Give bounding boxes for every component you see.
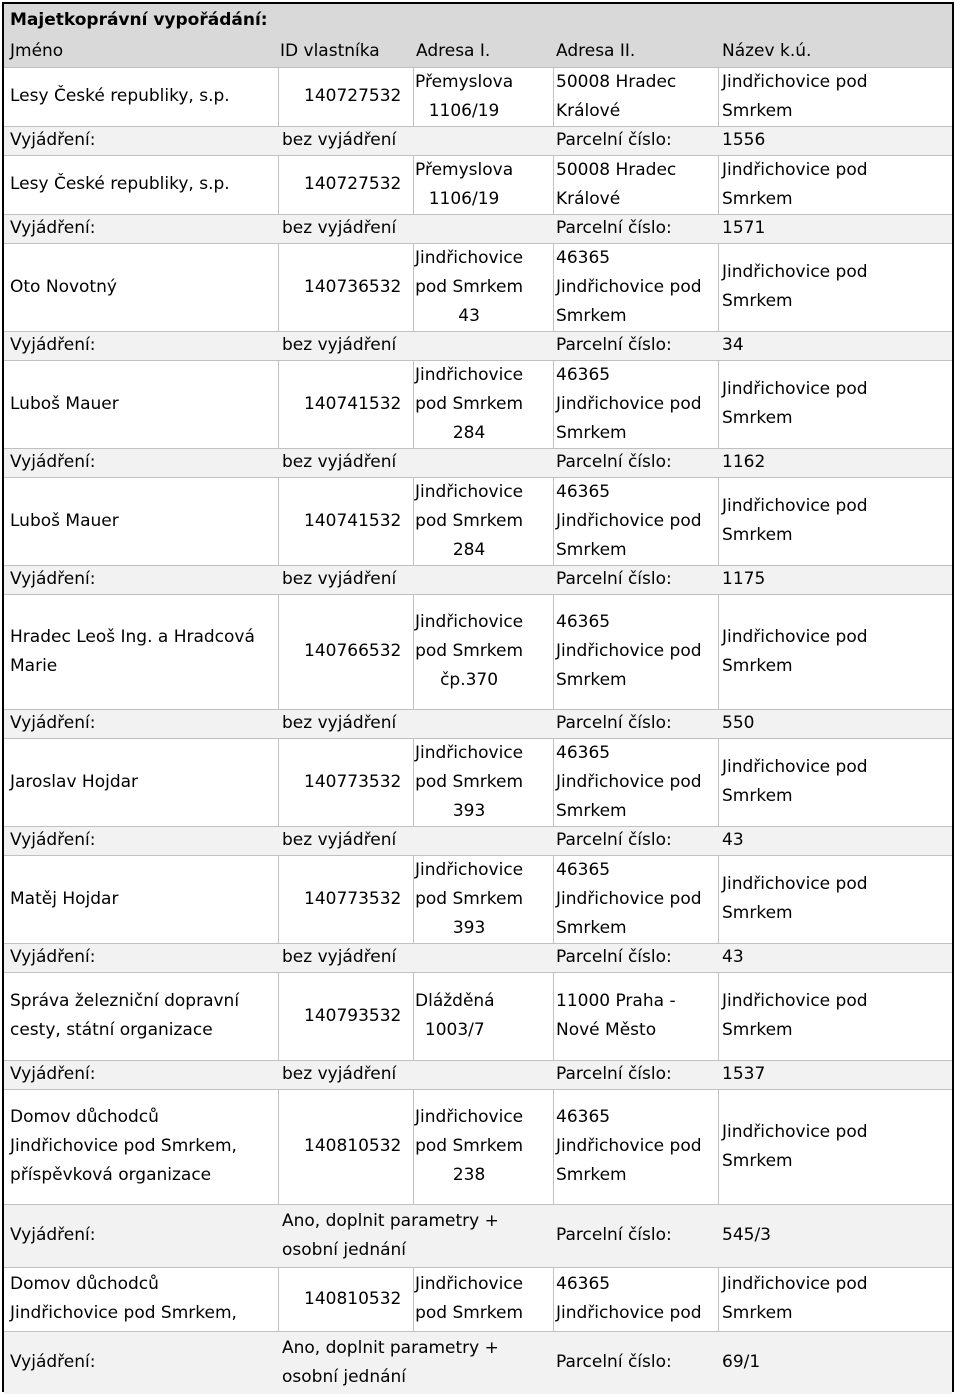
- address-2-line: Nové Město: [556, 1020, 657, 1040]
- owner-name-line: Luboš Mauer: [10, 394, 119, 414]
- header-address-2: Adresa II.: [556, 41, 636, 61]
- parcel-label: Parcelní číslo:: [556, 335, 672, 355]
- cadastral-area-line: Smrkem: [722, 291, 793, 311]
- header-owner-id: ID vlastníka: [280, 41, 380, 61]
- header-row: [4, 35, 952, 67]
- column-divider: [718, 738, 719, 826]
- row-divider: [4, 565, 952, 566]
- address-1-line: pod Smrkem: [415, 889, 524, 909]
- address-2: [556, 68, 676, 126]
- owner-id: 140741532: [304, 511, 402, 531]
- owner-id: 140741532: [304, 394, 402, 414]
- address-1: [415, 68, 513, 126]
- statement-value: [282, 826, 396, 855]
- owner-id: 140727532: [304, 86, 402, 106]
- column-divider: [553, 360, 554, 448]
- owner-name: [10, 1270, 237, 1328]
- cadastral-area: [722, 987, 868, 1045]
- address-2-line: Jindřichovice pod: [556, 277, 702, 297]
- row-divider: [4, 709, 952, 710]
- column-divider: [553, 1267, 554, 1331]
- column-divider: [718, 972, 719, 1060]
- statement-value: [282, 331, 396, 360]
- owner-name: [10, 273, 117, 302]
- column-divider: [413, 855, 414, 943]
- statement-label: Vyjádření:: [10, 1352, 96, 1372]
- owner-id: 140736532: [304, 277, 402, 297]
- column-divider: [278, 972, 279, 1060]
- address-1: [415, 156, 513, 214]
- owner-name: [10, 987, 239, 1045]
- statement-value-line: bez vyjádření: [282, 569, 397, 589]
- column-divider: [718, 155, 719, 214]
- address-1-line: 1106/19: [428, 189, 500, 209]
- row-divider: [4, 448, 952, 449]
- row-divider: [4, 594, 952, 595]
- address-2-line: Smrkem: [556, 918, 627, 938]
- column-divider: [413, 1267, 414, 1331]
- address-1: [415, 478, 523, 565]
- row-divider: [4, 331, 952, 332]
- cadastral-area-line: Jindřichovice pod: [722, 627, 868, 647]
- owner-name: [10, 768, 138, 797]
- statement-value: [282, 214, 396, 243]
- owner-id: 140727532: [304, 174, 402, 194]
- cadastral-area-line: Jindřichovice pod: [722, 379, 868, 399]
- address-2-line: Jindřichovice pod: [556, 1136, 702, 1156]
- address-2-line: Jindřichovice pod: [556, 511, 702, 531]
- address-2-line: 46365: [556, 482, 611, 502]
- owner-name-line: příspěvková organizace: [10, 1165, 212, 1185]
- cadastral-area-line: Smrkem: [722, 101, 793, 121]
- address-1-line: Jindřichovice: [415, 248, 524, 268]
- header-address-1: Adresa I.: [416, 41, 491, 61]
- parcel-number: 43: [722, 830, 744, 850]
- address-2-line: 46365: [556, 612, 611, 632]
- address-2-line: Jindřichovice pod: [556, 641, 702, 661]
- cadastral-area-line: Jindřichovice pod: [722, 262, 868, 282]
- address-1-line: pod Smrkem: [415, 641, 524, 661]
- row-divider: [4, 1060, 952, 1061]
- statement-label: Vyjádření:: [10, 830, 96, 850]
- cadastral-area: [722, 753, 868, 811]
- address-2-line: Jindřichovice pod: [556, 1303, 702, 1323]
- address-2-line: 46365: [556, 1107, 611, 1127]
- row-divider: [4, 972, 952, 973]
- column-divider: [553, 972, 554, 1060]
- owner-name-line: Oto Novotný: [10, 277, 117, 297]
- owner-name-line: cesty, státní organizace: [10, 1020, 213, 1040]
- address-1-line: Jindřichovice: [415, 1107, 524, 1127]
- address-1-line: Přemyslova: [415, 160, 514, 180]
- address-1: [415, 1270, 523, 1328]
- column-divider: [278, 67, 279, 126]
- column-divider: [413, 243, 414, 331]
- address-2: [556, 1103, 702, 1190]
- address-2: [556, 608, 702, 695]
- statement-label: Vyjádření:: [10, 452, 96, 472]
- address-2: [556, 1270, 702, 1328]
- address-2-line: Králové: [556, 101, 621, 121]
- address-2-line: Smrkem: [556, 423, 627, 443]
- cadastral-area-line: Smrkem: [722, 786, 793, 806]
- column-divider: [278, 477, 279, 565]
- address-2-line: Smrkem: [556, 540, 627, 560]
- ownership-table: [2, 2, 954, 1392]
- owner-name-line: Lesy České republiky, s.p.: [10, 174, 230, 194]
- cadastral-area-line: Smrkem: [722, 189, 793, 209]
- parcel-label: Parcelní číslo:: [556, 1225, 672, 1245]
- address-2-line: Jindřichovice pod: [556, 772, 702, 792]
- row-divider: [4, 1267, 952, 1268]
- address-1-line: pod Smrkem: [415, 1136, 524, 1156]
- owner-name-line: Správa železniční dopravní: [10, 991, 240, 1011]
- address-2-line: 46365: [556, 743, 611, 763]
- address-2-line: Smrkem: [556, 670, 627, 690]
- address-1-line: Jindřichovice: [415, 743, 524, 763]
- owner-name: [10, 390, 119, 419]
- column-divider: [278, 594, 279, 709]
- statement-row: [4, 943, 952, 972]
- cadastral-area-line: Jindřichovice pod: [722, 496, 868, 516]
- statement-value-line: bez vyjádření: [282, 452, 397, 472]
- statement-value-line: osobní jednání: [282, 1240, 407, 1260]
- statement-value: [282, 709, 396, 738]
- owner-name: [10, 170, 230, 199]
- owner-name-line: Lesy České republiky, s.p.: [10, 86, 230, 106]
- column-divider: [413, 360, 414, 448]
- cadastral-area-line: Smrkem: [722, 1020, 793, 1040]
- address-2-line: Smrkem: [556, 801, 627, 821]
- statement-value: [282, 1334, 499, 1392]
- address-1-line: Přemyslova: [415, 72, 514, 92]
- column-divider: [413, 67, 414, 126]
- parcel-number: 1175: [722, 569, 766, 589]
- column-divider: [718, 360, 719, 448]
- cadastral-area-line: Jindřichovice pod: [722, 1274, 868, 1294]
- cadastral-area: [722, 375, 868, 433]
- statement-row: [4, 331, 952, 360]
- column-divider: [278, 155, 279, 214]
- address-1: [415, 361, 523, 448]
- address-1-line: pod Smrkem: [415, 277, 524, 297]
- parcel-number: 1537: [722, 1064, 766, 1084]
- statement-label: Vyjádření:: [10, 947, 96, 967]
- address-2-line: 50008 Hradec: [556, 160, 677, 180]
- row-divider: [4, 1089, 952, 1090]
- address-1-line: pod Smrkem: [415, 1303, 524, 1323]
- parcel-number: 1556: [722, 130, 766, 150]
- address-2-line: Jindřichovice pod: [556, 394, 702, 414]
- column-divider: [553, 67, 554, 126]
- column-divider: [553, 243, 554, 331]
- statement-label: Vyjádření:: [10, 130, 96, 150]
- statement-value-line: bez vyjádření: [282, 130, 397, 150]
- address-1-line: pod Smrkem: [415, 511, 524, 531]
- column-divider: [553, 155, 554, 214]
- cadastral-area: [722, 68, 868, 126]
- address-1-line: 393: [452, 918, 486, 938]
- column-divider: [413, 477, 414, 565]
- address-2: [556, 739, 702, 826]
- parcel-number: 1571: [722, 218, 766, 238]
- statement-label: Vyjádření:: [10, 1064, 96, 1084]
- statement-value: [282, 565, 396, 594]
- address-2: [556, 156, 676, 214]
- address-2: [556, 987, 676, 1045]
- parcel-label: Parcelní číslo:: [556, 713, 672, 733]
- address-2-line: 50008 Hradec: [556, 72, 677, 92]
- statement-label: Vyjádření:: [10, 218, 96, 238]
- parcel-label: Parcelní číslo:: [556, 130, 672, 150]
- column-divider: [553, 855, 554, 943]
- parcel-label: Parcelní číslo:: [556, 830, 672, 850]
- address-2-line: 46365: [556, 1274, 611, 1294]
- cadastral-area-line: Smrkem: [722, 408, 793, 428]
- address-1-line: 284: [452, 423, 486, 443]
- owner-name-line: Matěj Hojdar: [10, 889, 119, 909]
- cadastral-area: [722, 623, 868, 681]
- column-divider: [718, 1089, 719, 1204]
- owner-name: [10, 885, 118, 914]
- statement-value-line: bez vyjádření: [282, 1064, 397, 1084]
- row-divider: [4, 826, 952, 827]
- column-divider: [413, 738, 414, 826]
- parcel-number: 545/3: [722, 1225, 771, 1245]
- address-1-line: 238: [452, 1165, 486, 1185]
- column-divider: [413, 1089, 414, 1204]
- owner-id: 140810532: [304, 1289, 402, 1309]
- address-1: [415, 1103, 523, 1190]
- column-divider: [553, 738, 554, 826]
- statement-row: [4, 214, 952, 243]
- address-1: [415, 608, 523, 695]
- column-divider: [413, 972, 414, 1060]
- row-divider: [4, 1331, 952, 1332]
- owner-name: [10, 507, 119, 536]
- statement-row: [4, 565, 952, 594]
- statement-label: Vyjádření:: [10, 569, 96, 589]
- address-1-line: Jindřichovice: [415, 482, 524, 502]
- parcel-number: 550: [722, 713, 755, 733]
- address-1: [415, 987, 495, 1045]
- owner-name: [10, 623, 255, 681]
- address-2-line: Smrkem: [556, 306, 627, 326]
- statement-value-line: bez vyjádření: [282, 335, 397, 355]
- title-bar: [4, 4, 952, 35]
- owner-id: 140810532: [304, 1136, 402, 1156]
- statement-value: [282, 1060, 396, 1089]
- address-1-line: 393: [452, 801, 486, 821]
- address-1-line: Dlážděná: [415, 991, 495, 1011]
- address-1: [415, 739, 523, 826]
- cadastral-area-line: Jindřichovice pod: [722, 72, 868, 92]
- parcel-label: Parcelní číslo:: [556, 218, 672, 238]
- cadastral-area: [722, 1270, 868, 1328]
- cadastral-area-line: Jindřichovice pod: [722, 757, 868, 777]
- address-1-line: 43: [458, 306, 480, 326]
- parcel-label: Parcelní číslo:: [556, 569, 672, 589]
- statement-value-line: bez vyjádření: [282, 218, 397, 238]
- column-divider: [718, 477, 719, 565]
- owner-name-line: Jaroslav Hojdar: [10, 772, 139, 792]
- owner-name-line: Luboš Mauer: [10, 511, 119, 531]
- parcel-label: Parcelní číslo:: [556, 1352, 672, 1372]
- parcel-number: 1162: [722, 452, 766, 472]
- address-2-line: 46365: [556, 248, 611, 268]
- address-2: [556, 244, 702, 331]
- address-1-line: Jindřichovice: [415, 1274, 524, 1294]
- cadastral-area: [722, 258, 868, 316]
- statement-row: [4, 126, 952, 155]
- address-2: [556, 361, 702, 448]
- statement-value-line: Ano, doplnit parametry +: [282, 1338, 499, 1358]
- owner-id: 140793532: [304, 1006, 402, 1026]
- statement-label: Vyjádření:: [10, 1225, 96, 1245]
- cadastral-area-line: Smrkem: [722, 1151, 793, 1171]
- address-2-line: Jindřichovice pod: [556, 889, 702, 909]
- cadastral-area-line: Jindřichovice pod: [722, 991, 868, 1011]
- statement-label: Vyjádření:: [10, 713, 96, 733]
- statement-value: [282, 126, 396, 155]
- owner-name-line: Domov důchodců: [10, 1274, 159, 1294]
- owner-name: [10, 82, 230, 111]
- address-1-line: čp.370: [440, 670, 499, 690]
- statement-value: [282, 943, 396, 972]
- owner-name: [10, 1103, 237, 1190]
- owner-id: 140773532: [304, 772, 402, 792]
- column-divider: [553, 1089, 554, 1204]
- address-1-line: 1106/19: [428, 101, 500, 121]
- parcel-number: 43: [722, 947, 744, 967]
- column-divider: [718, 855, 719, 943]
- column-divider: [718, 67, 719, 126]
- address-1-line: Jindřichovice: [415, 612, 524, 632]
- address-2: [556, 478, 702, 565]
- column-divider: [553, 477, 554, 565]
- statement-row: [4, 826, 952, 855]
- address-1-line: 284: [452, 540, 486, 560]
- cadastral-area-line: Smrkem: [722, 656, 793, 676]
- address-2-line: 46365: [556, 365, 611, 385]
- statement-value-line: osobní jednání: [282, 1367, 407, 1387]
- statement-row: [4, 448, 952, 477]
- parcel-number: 34: [722, 335, 744, 355]
- row-divider: [4, 1204, 952, 1205]
- column-divider: [278, 855, 279, 943]
- column-divider: [278, 360, 279, 448]
- cadastral-area-line: Smrkem: [722, 1303, 793, 1323]
- owner-name-line: Hradec Leoš Ing. a Hradcová: [10, 627, 255, 647]
- address-1-line: Jindřichovice: [415, 860, 524, 880]
- row-divider: [4, 943, 952, 944]
- cadastral-area-line: Smrkem: [722, 525, 793, 545]
- owner-name-line: Jindřichovice pod Smrkem,: [10, 1303, 237, 1323]
- address-1-line: pod Smrkem: [415, 772, 524, 792]
- address-1-line: 1003/7: [424, 1020, 485, 1040]
- column-divider: [278, 1089, 279, 1204]
- column-divider: [278, 1267, 279, 1331]
- statement-value-line: bez vyjádření: [282, 830, 397, 850]
- column-divider: [413, 155, 414, 214]
- column-divider: [278, 243, 279, 331]
- cadastral-area-line: Smrkem: [722, 903, 793, 923]
- column-divider: [278, 738, 279, 826]
- parcel-label: Parcelní číslo:: [556, 947, 672, 967]
- column-divider: [413, 594, 414, 709]
- address-1-line: Jindřichovice: [415, 365, 524, 385]
- cadastral-area-line: Jindřichovice pod: [722, 160, 868, 180]
- column-divider: [553, 594, 554, 709]
- parcel-label: Parcelní číslo:: [556, 452, 672, 472]
- owner-name-line: Jindřichovice pod Smrkem,: [10, 1136, 237, 1156]
- statement-value: [282, 1207, 499, 1265]
- address-2-line: Králové: [556, 189, 621, 209]
- cadastral-area: [722, 156, 868, 214]
- address-2: [556, 856, 702, 943]
- address-2-line: Smrkem: [556, 1165, 627, 1185]
- cadastral-area-line: Jindřichovice pod: [722, 874, 868, 894]
- parcel-number: 69/1: [722, 1352, 761, 1372]
- statement-value-line: bez vyjádření: [282, 713, 397, 733]
- cadastral-area: [722, 492, 868, 550]
- column-divider: [718, 243, 719, 331]
- cadastral-area-line: Jindřichovice pod: [722, 1122, 868, 1142]
- statement-row: [4, 709, 952, 738]
- header-cadastral-area: Název k.ú.: [722, 41, 812, 61]
- parcel-label: Parcelní číslo:: [556, 1064, 672, 1084]
- statement-row: [4, 1060, 952, 1089]
- statement-value-line: bez vyjádření: [282, 947, 397, 967]
- owner-id: 140773532: [304, 889, 402, 909]
- cadastral-area: [722, 870, 868, 928]
- row-divider: [4, 126, 952, 127]
- row-divider: [4, 214, 952, 215]
- address-1: [415, 856, 523, 943]
- table-title: Majetkoprávní vypořádání:: [10, 10, 268, 30]
- owner-name-line: Marie: [10, 656, 58, 676]
- header-name: Jméno: [10, 41, 64, 61]
- owner-id: 140766532: [304, 641, 402, 661]
- address-2-line: 46365: [556, 860, 611, 880]
- statement-value: [282, 448, 396, 477]
- address-1-line: pod Smrkem: [415, 394, 524, 414]
- column-divider: [718, 594, 719, 709]
- owner-name-line: Domov důchodců: [10, 1107, 159, 1127]
- address-1: [415, 244, 523, 331]
- statement-label: Vyjádření:: [10, 335, 96, 355]
- statement-value-line: Ano, doplnit parametry +: [282, 1211, 499, 1231]
- address-2-line: 11000 Praha -: [556, 991, 676, 1011]
- cadastral-area: [722, 1118, 868, 1176]
- column-divider: [718, 1267, 719, 1331]
